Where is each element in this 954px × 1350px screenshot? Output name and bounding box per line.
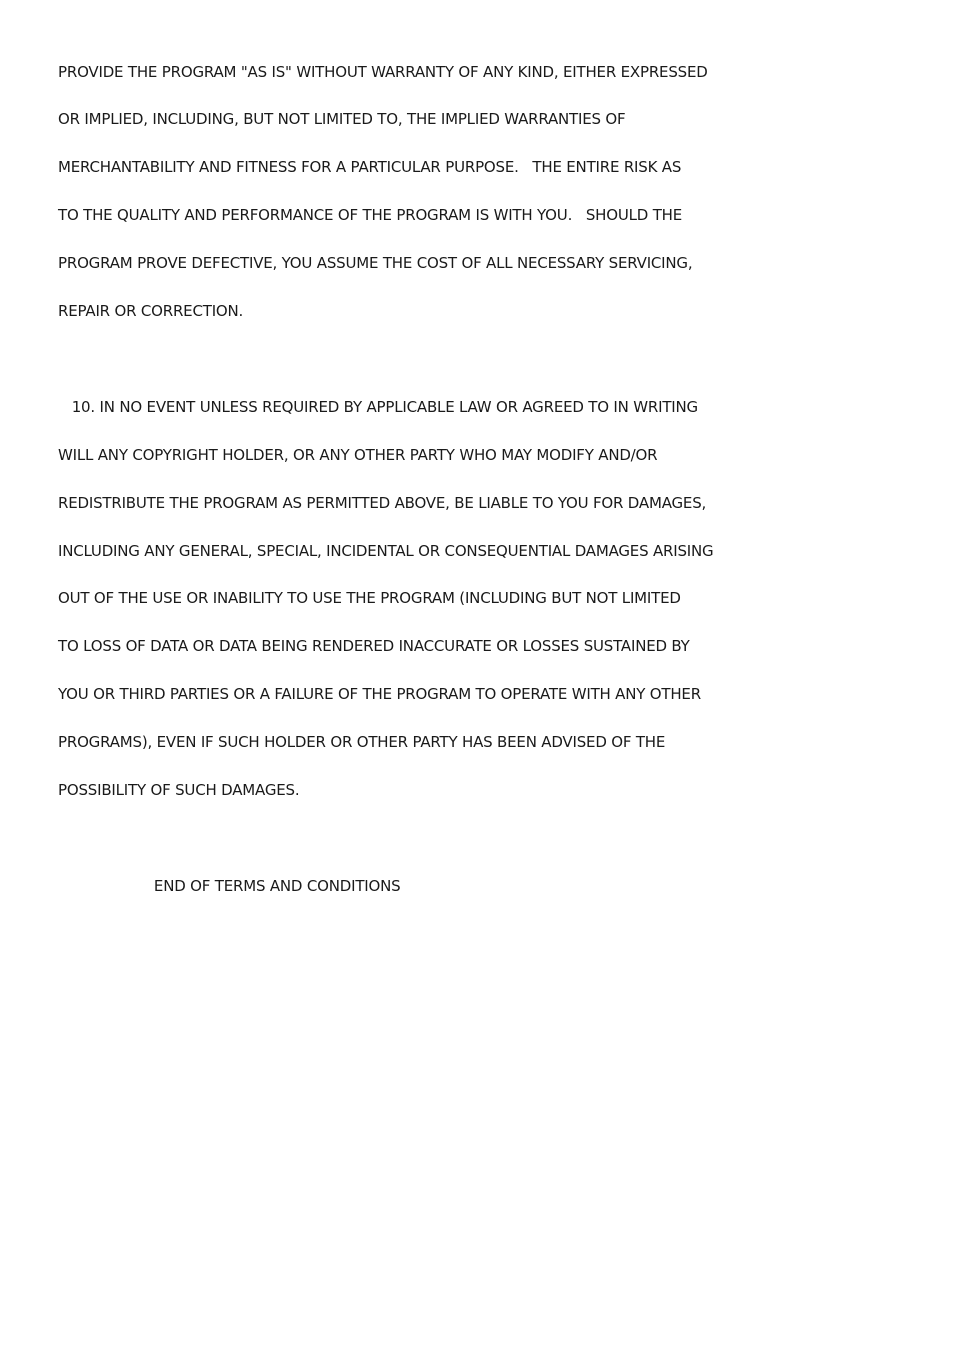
text-line: PROVIDE THE PROGRAM "AS IS" WITHOUT WARRANTY OF ANY KIND, EITHER EXPRESSED — [58, 63, 708, 81]
text-line: YOU OR THIRD PARTIES OR A FAILURE OF THE PROGRAM TO OPERATE WITH ANY OTHER — [58, 685, 701, 703]
text-line: TO LOSS OF DATA OR DATA BEING RENDERED INACCURATE OR LOSSES SUSTAINED BY — [58, 637, 690, 655]
text-line: REDISTRIBUTE THE PROGRAM AS PERMITTED ABOVE, BE LIABLE TO YOU FOR DAMAGES, — [58, 494, 707, 512]
text-line: OUT OF THE USE OR INABILITY TO USE THE PROGRAM (INCLUDING BUT NOT LIMITED — [58, 589, 681, 607]
text-line: INCLUDING ANY GENERAL, SPECIAL, INCIDENTAL OR CONSEQUENTIAL DAMAGES ARISING — [58, 542, 714, 560]
text-line: MERCHANTABILITY AND FITNESS FOR A PARTICULAR PURPOSE. THE ENTIRE RISK AS — [58, 158, 682, 176]
text-line: PROGRAMS), EVEN IF SUCH HOLDER OR OTHER PARTY HAS BEEN ADVISED OF THE — [58, 733, 666, 751]
text-line: OR IMPLIED, INCLUDING, BUT NOT LIMITED TO, THE IMPLIED WARRANTIES OF — [58, 110, 626, 128]
text-line: POSSIBILITY OF SUCH DAMAGES. — [58, 781, 300, 799]
text-line: WILL ANY COPYRIGHT HOLDER, OR ANY OTHER PARTY WHO MAY MODIFY AND/OR — [58, 446, 658, 464]
text-line: PROGRAM PROVE DEFECTIVE, YOU ASSUME THE COST OF ALL NECESSARY SERVICING, — [58, 254, 693, 272]
end-of-terms-line: END OF TERMS AND CONDITIONS — [58, 877, 401, 895]
text-line: REPAIR OR CORRECTION. — [58, 302, 244, 320]
text-line: TO THE QUALITY AND PERFORMANCE OF THE PROGRAM IS WITH YOU. SHOULD THE — [58, 206, 683, 224]
section-heading-line: 10. IN NO EVENT UNLESS REQUIRED BY APPLICABLE LAW OR AGREED TO IN WRITING — [58, 398, 698, 416]
